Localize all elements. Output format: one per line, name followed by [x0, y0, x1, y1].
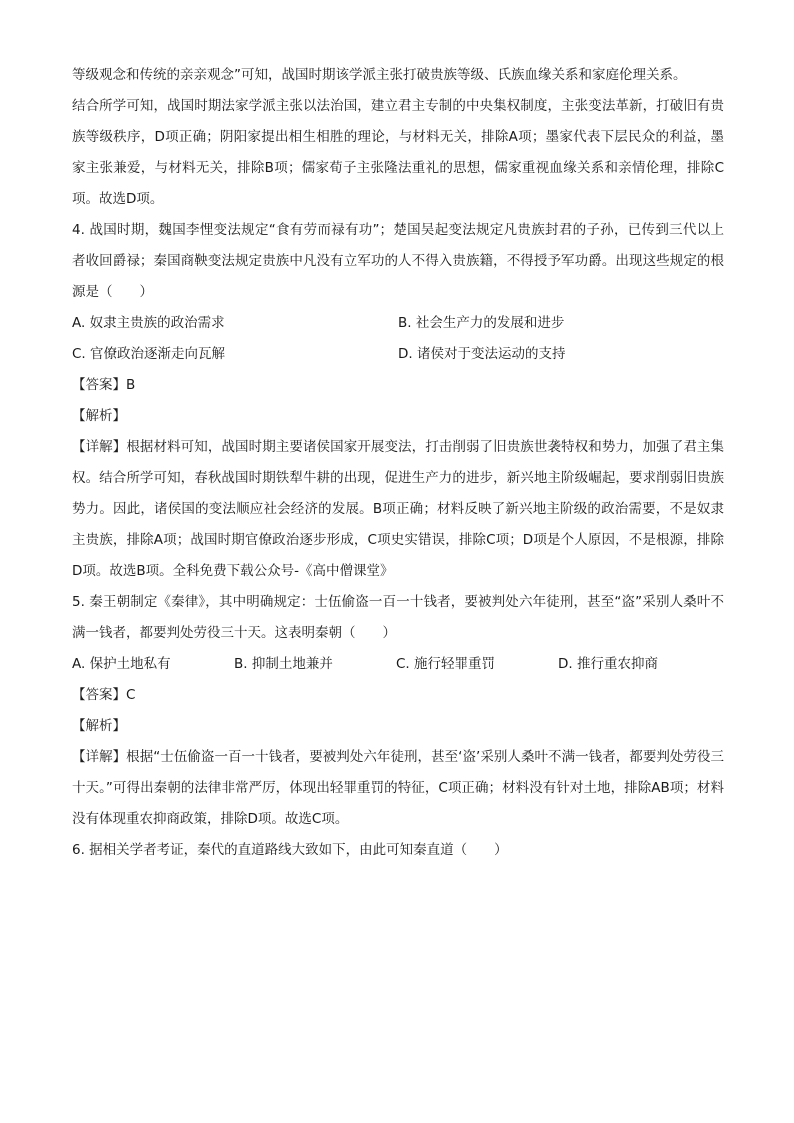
question-4-option-c: C. 官僚政治逐渐走向瓦解	[72, 346, 226, 362]
answer-value: C	[126, 687, 136, 703]
continuation-paragraph-1: 等级观念和传统的亲亲观念”可知，战国时期该学派主张打破贵族等级、氏族血缘关系和家庭伦理关系。	[72, 67, 687, 83]
question-4-analysis-label: 【解析】	[72, 408, 126, 424]
question-4-answer	[72, 370, 724, 401]
detail-text: 根据材料可知，战国时期主要诸侯国家开展变法，打击削弱了旧贵族世袭特权和势力，加强了君主集权。结合所学可知，春秋战国时期铁犁牛耕的出现，促进生产力的进步，新兴地主阶级崛起，要求削弱旧贵族势力。因此，诸侯国的变法顺应社会经济的发展。B项正确；材料反映了新兴地主阶级的政治需要，不是奴隶主贵族，排除A项；战国时期官僚政治逐步形成，C项史实错误，排除C项；D项是个人原因，不是根源，排除D项。故选B项。全科免费下载公众号-《高中僧课堂》	[72, 439, 725, 579]
question-5-option-d: D. 推行重农抑商	[558, 656, 658, 672]
answer-label: 【答案】	[72, 687, 126, 703]
detail-label: 【详解】	[72, 749, 127, 765]
question-5-analysis-label: 【解析】	[72, 718, 126, 734]
detail-label: 【详解】	[72, 439, 127, 455]
question-4-stem: 4. 战国时期，魏国李悝变法规定“食有劳而禄有功”；楚国吴起变法规定凡贵族封君的子孙，已传到三代以上者收回爵禄；秦国商鞅变法规定贵族中凡没有立军功的人不得入贵族籍，不得授予军功爵。出现这些规定的根源是（ ）	[72, 222, 724, 300]
question-5-option-a: A. 保护土地私有	[72, 656, 171, 672]
question-6-stem: 6. 据相关学者考证，秦代的直道路线大致如下，由此可知秦直道（ ）	[72, 842, 508, 858]
question-5-detail	[72, 742, 724, 835]
question-4-options-row-1	[72, 308, 724, 339]
question-4-option-d: D. 诸侯对于变法运动的支持	[398, 346, 566, 362]
answer-value: B	[126, 377, 136, 393]
question-5-option-c: C. 施行轻罪重罚	[396, 656, 496, 672]
continuation-paragraph-2: 结合所学可知，战国时期法家学派主张以法治国，建立君主专制的中央集权制度，主张变法革新，打破旧有贵族等级秩序，D项正确；阴阳家提出相生相胜的理论，与材料无关，排除A项；墨家代表下层民众的利益，墨家主张兼爱，与材料无关，排除B项；儒家荀子主张隆法重礼的思想，儒家重视血缘关系和亲情伦理，排除C项。故选D项。	[72, 98, 724, 207]
question-5-options-row	[72, 649, 724, 680]
question-5-option-b: B. 抑制土地兼并	[234, 656, 333, 672]
question-5-stem: 5. 秦王朝制定《秦律》，其中明确规定：士伍偷盗一百一十钱者，要被判处六年徒刑，甚至“盗”采别人桑叶不满一钱者，都要判处劳役三十天。这表明秦朝（ ）	[72, 594, 724, 641]
page-content	[72, 60, 724, 866]
question-4-detail	[72, 432, 724, 587]
question-4-option-b: B. 社会生产力的发展和进步	[398, 315, 565, 331]
answer-label: 【答案】	[72, 377, 126, 393]
question-5-answer	[72, 680, 724, 711]
question-4-options-row-2	[72, 339, 724, 370]
question-4-option-a: A. 奴隶主贵族的政治需求	[72, 315, 225, 331]
detail-text: 根据“士伍偷盗一百一十钱者，要被判处六年徒刑，甚至‘盗’采别人桑叶不满一钱者，都要判处劳役三十天。”可得出秦朝的法律非常严厉，体现出轻罪重罚的特征，C项正确；材料没有针对土地，排除AB项；材料没有体现重农抑商政策，排除D项。故选C项。	[72, 749, 725, 827]
